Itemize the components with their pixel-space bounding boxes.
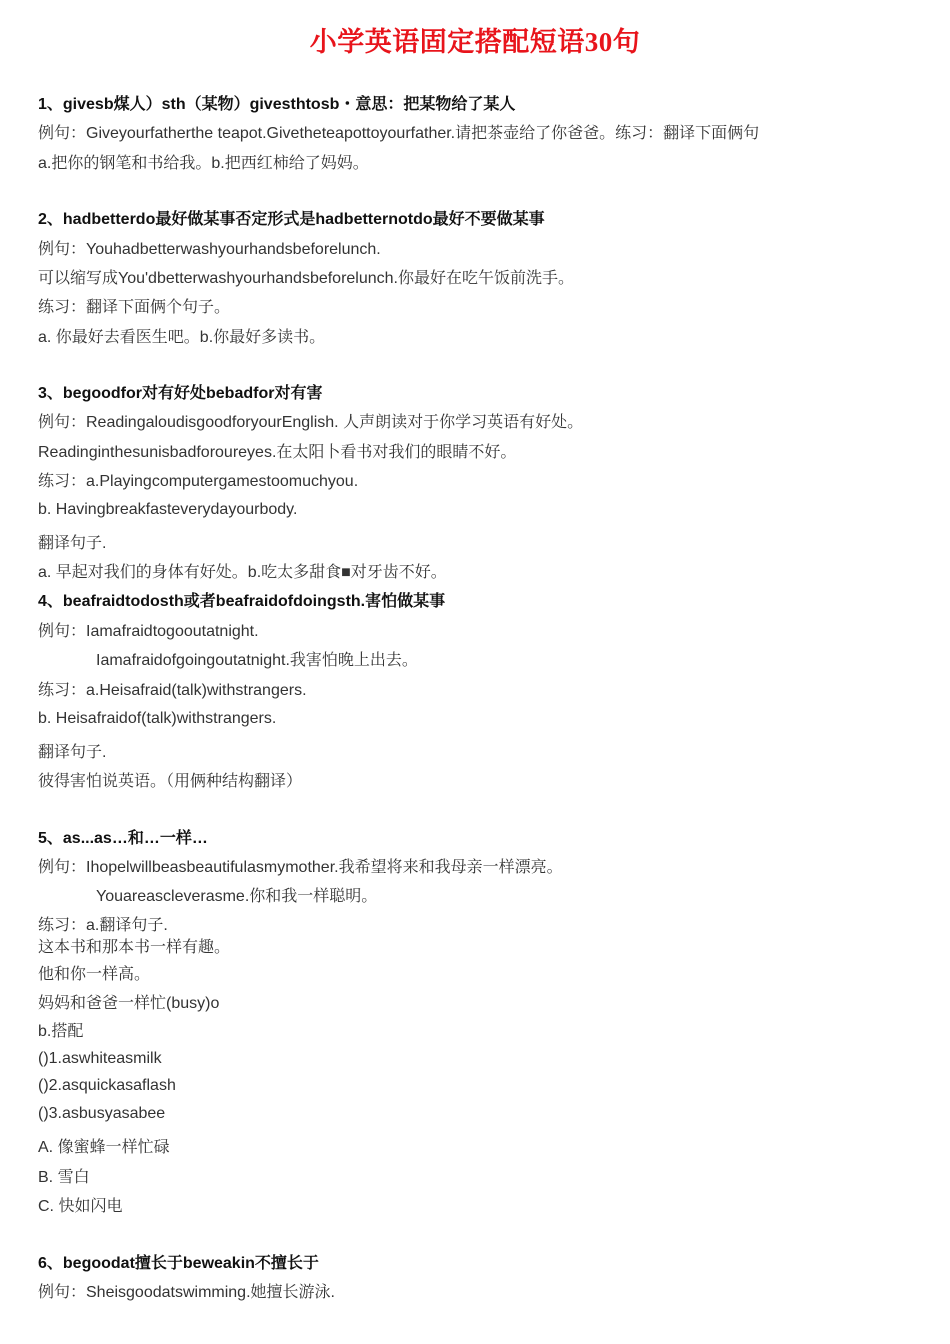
section-3-line-4: b. Havingbreakfasteverydayourbody. [38,501,298,518]
section-5-line-1: 例句：Ihopelwillbeasbeautifulasmymother.我希望将来和我母亲一样漂亮。 [38,859,563,876]
section-4-line-1: 例句：Iamafraidtogooutatnight. [38,623,259,640]
section-5-line-6: 妈妈和爸爸一样忙(busy)o [38,995,220,1012]
section-5-line-3: 练习：a.翻译句子. [38,917,168,934]
section-4-line-3: 练习：a.Heisafraid(talk)withstrangers. [38,682,307,699]
section-3-line-6: a. 早起对我们的身体有好处。b.吃太多甜食■对牙齿不好。 [38,564,447,581]
section-3-line-2: Readinginthesunisbadforoureyes.在太阳卜看书对我们的眼睛不好。 [38,444,517,461]
section-5-line-9: ()2.asquickasaflash [38,1077,176,1094]
section-2-line-2: 可以缩写成You'dbetterwashyourhandsbeforelunch.你最好在吃午饭前洗手。 [38,270,575,287]
section-5-line-4: 这本书和那本书一样有趣。 [38,939,231,956]
section-5-heading: 5、as...as…和…一样… [38,830,208,847]
section-5-line-8: ()1.aswhiteasmilk [38,1050,162,1067]
section-5-line-7: b.搭配 [38,1023,84,1040]
section-2-line-3: 练习：翻译下面俩个句子。 [38,299,231,316]
section-5-line-13: C. 快如闪电 [38,1198,123,1215]
section-4-line-6: 彼得害怕说英语。（用俩种结构翻译） [38,773,303,790]
section-6-heading: 6、begoodat擅长于beweakin不擅长于 [38,1255,319,1272]
section-5-line-2: Youareascleverasme.你和我一样聪明。 [96,888,378,905]
section-3-heading: 3、begoodfor对有好处bebadfor对有害 [38,385,323,402]
section-4-line-2: Iamafraidofgoingoutatnight.我害怕晚上出去。 [96,652,418,669]
section-1-line-2: a.把你的钢笔和书给我。b.把西红柿给了妈妈。 [38,155,369,172]
section-2-heading: 2、hadbetterdo最好做某事否定形式是hadbetternotdo最好不要做某事 [38,211,545,228]
section-2-line-1: 例句：Youhadbetterwashyourhandsbeforelunch. [38,241,381,258]
section-1-heading: 1、givesb煤人）sth（某物）givesthtosb・意思：把某物给了某人 [38,96,516,113]
section-5-line-12: B. 雪白 [38,1169,90,1186]
document-title: 小学英语固定搭配短语30句 [309,27,641,57]
section-5-line-10: ()3.asbusyasabee [38,1105,166,1122]
section-5-line-11: A. 像蜜蜂一样忙碌 [38,1139,170,1156]
section-3-line-5: 翻译句子. [38,535,107,552]
section-2-line-4: a. 你最好去看医生吧。b.你最好多读书。 [38,329,326,346]
section-6-line-1: 例句：Sheisgoodatswimming.她擅长游泳. [38,1284,335,1301]
section-4-line-4: b. Heisafraidof(talk)withstrangers. [38,710,277,727]
section-4-line-5: 翻译句子. [38,744,107,761]
section-1-line-1: 例句：Giveyourfatherthe teapot.Givetheteapottoyourfather.请把茶壶给了你爸爸。练习：翻译下面俩句 [38,125,760,142]
section-3-line-3: 练习：a.Playingcomputergamestoomuchyou. [38,473,359,490]
section-5-line-5: 他和你一样高。 [38,966,151,983]
section-4-heading: 4、beafraidtodosth或者beafraidofdoingsth.害怕做某事 [38,593,446,610]
section-3-line-1: 例句：ReadingaloudisgoodforyourEnglish. 人声朗读对于你学习英语有好处。 [38,414,584,431]
